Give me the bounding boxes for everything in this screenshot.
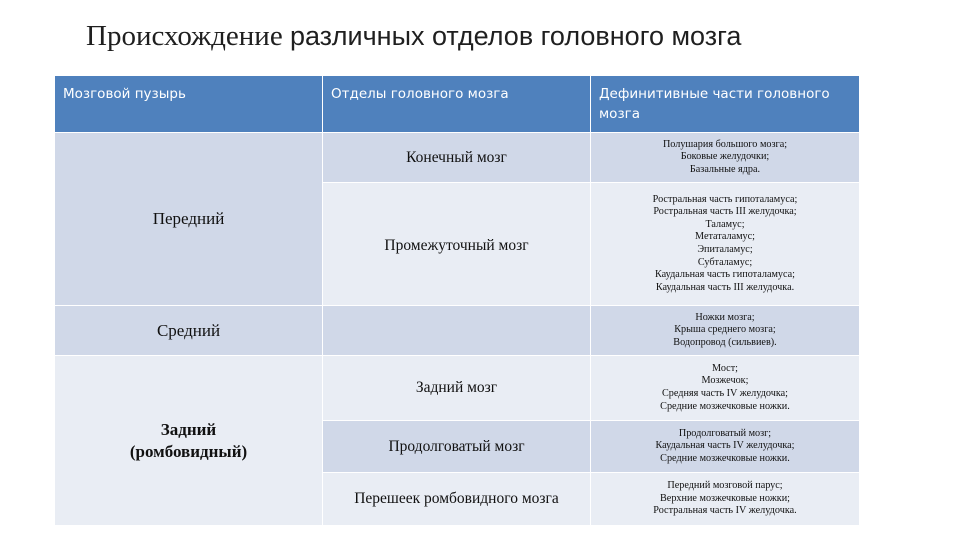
section-medulla: Продолговатый мозг xyxy=(323,421,591,473)
header-parts: Дефинитивные части головного мозга xyxy=(591,76,860,133)
parts-medulla xyxy=(591,421,860,473)
part-line: Средние мозжечковые ножки. xyxy=(660,452,790,464)
table-row xyxy=(55,133,860,183)
header-row xyxy=(55,76,860,133)
vesicle-back-line-2: (ромбовидный) xyxy=(129,441,248,461)
section-diencephalon: Промежуточный мозг xyxy=(323,183,591,306)
part-line: Полушария большого мозга; xyxy=(662,138,788,150)
parts-telencephalon xyxy=(591,133,860,183)
table-row xyxy=(55,306,860,356)
parts-metencephalon xyxy=(591,356,860,421)
part-line: Мозжечок; xyxy=(701,375,749,387)
section-mesencephalon-empty xyxy=(323,306,591,356)
part-line: Ростральная часть III желудочка; xyxy=(653,206,797,218)
part-line: Таламус; xyxy=(705,218,745,230)
part-line: Верхние мозжечковые ножки; xyxy=(660,492,790,504)
title-part-1: Происхождение xyxy=(86,20,283,52)
part-line: Базальные ядра. xyxy=(689,163,761,175)
page-title xyxy=(86,20,741,53)
section-metencephalon: Задний мозг xyxy=(323,356,591,421)
vesicle-back-line-1: Задний xyxy=(160,419,217,439)
section-isthmus: Перешеек ромбовидного мозга xyxy=(323,473,591,526)
part-line: Ростральная часть гипоталамуса; xyxy=(652,193,798,205)
part-line: Водопровод (сильвиев). xyxy=(673,336,777,348)
part-line: Крыша среднего мозга; xyxy=(674,324,776,336)
part-line: Эпиталамус; xyxy=(697,244,753,255)
header-sections: Отделы головного мозга xyxy=(323,76,591,133)
table-row xyxy=(55,356,860,421)
vesicle-front: Передний xyxy=(55,133,323,306)
parts-isthmus xyxy=(591,473,860,526)
part-line: Ростральная часть IV желудочка. xyxy=(653,505,797,517)
part-line: Метаталамус; xyxy=(695,231,755,243)
part-line: Средние мозжечковые ножки. xyxy=(660,400,790,412)
parts-mesencephalon xyxy=(591,306,860,356)
section-telencephalon: Конечный мозг xyxy=(323,133,591,183)
part-line: Каудальная часть IV желудочка; xyxy=(655,440,795,452)
vesicle-back xyxy=(55,356,323,526)
part-line: Мост; xyxy=(712,362,738,374)
part-line: Передний мозговой парус; xyxy=(667,480,783,492)
part-line: Боковые желудочки; xyxy=(680,151,770,163)
vesicle-middle: Средний xyxy=(55,306,323,356)
part-line: Продолговатый мозг; xyxy=(678,427,772,439)
part-line: Каудальная часть III желудочка. xyxy=(655,281,795,293)
brain-origin-table xyxy=(54,75,860,526)
part-line: Средняя часть IV желудочка; xyxy=(662,388,788,399)
parts-diencephalon xyxy=(591,183,860,306)
header-vesicle: Мозговой пузырь xyxy=(55,76,323,133)
part-line: Субталамус; xyxy=(697,256,753,268)
part-line: Каудальная часть гипоталамуса; xyxy=(654,269,796,281)
title-part-2: различных отделов головного мозга xyxy=(289,21,742,51)
part-line: Ножки мозга; xyxy=(695,311,755,323)
